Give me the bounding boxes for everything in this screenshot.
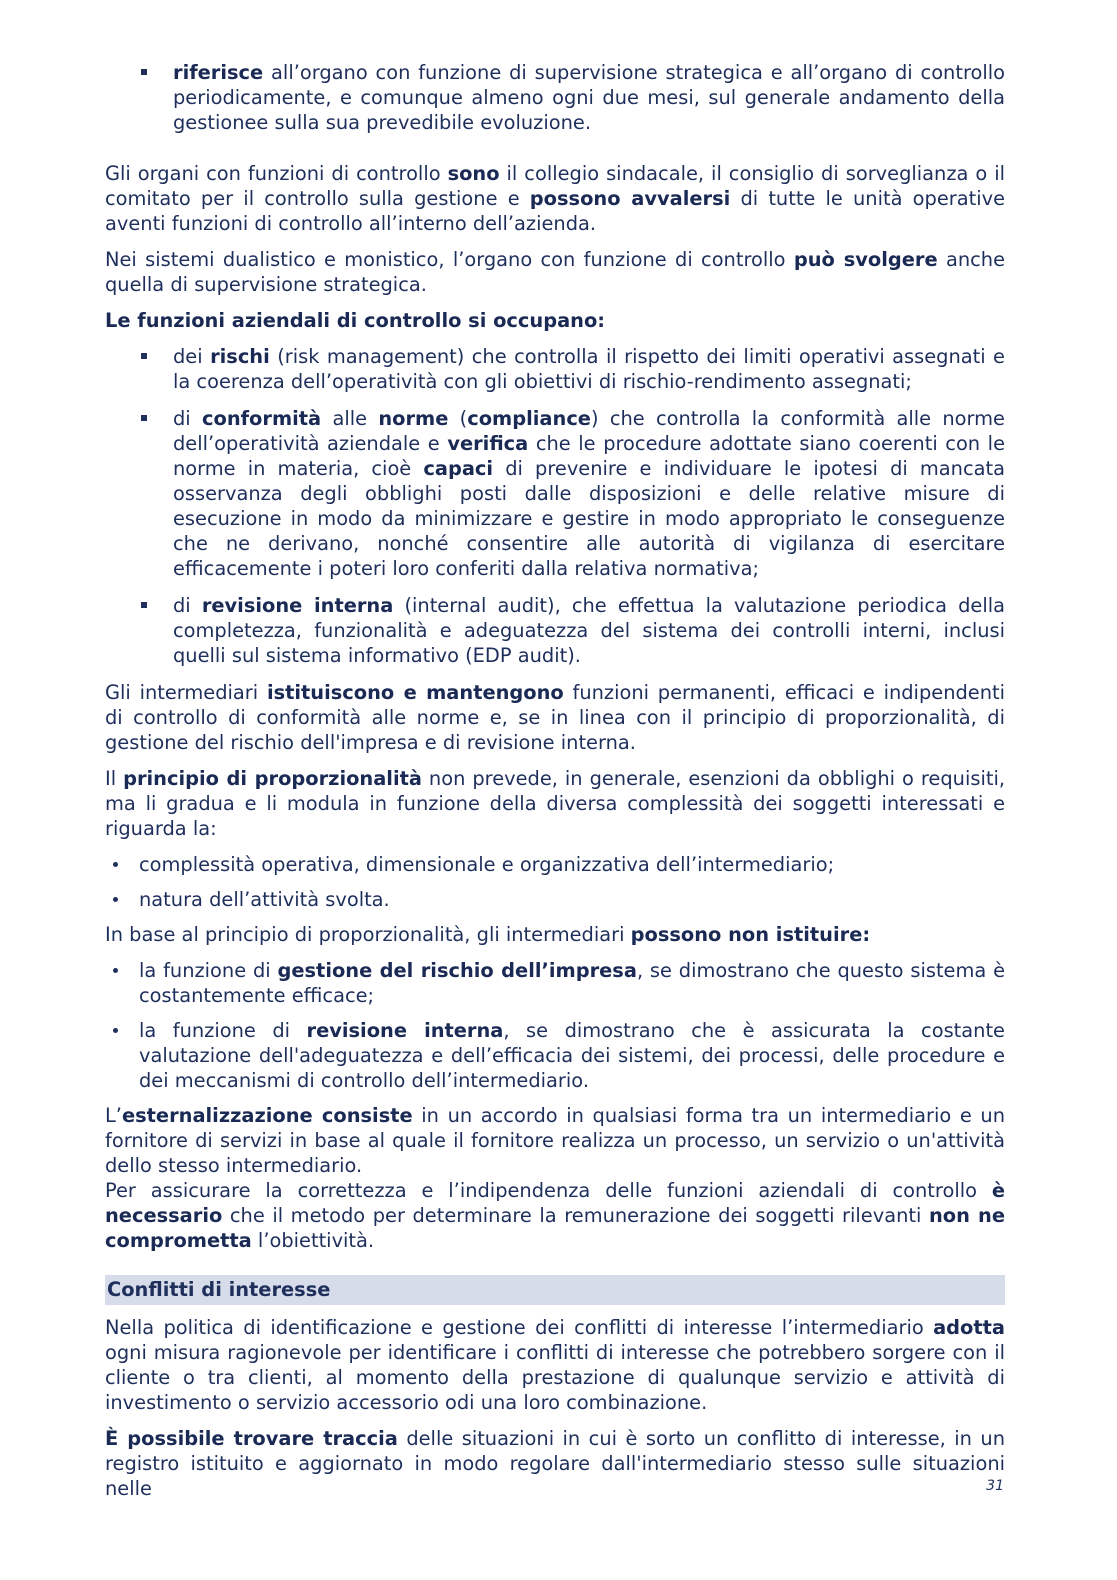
text-run: L’ (105, 1104, 122, 1127)
text-run: (internal audit), che effettua la valutazione periodica della completezza, funzionalità e adeguatezza del sistema dei controlli interni, inclusi quelli sul sistema informativo (EDP audit). (173, 594, 1005, 667)
bold-text: possono avvalersi (529, 187, 731, 210)
list-item (105, 406, 1005, 581)
list-item (105, 958, 1005, 1008)
text-run: Il (105, 767, 124, 790)
text-run: anche quella di supervisione strategica. (105, 248, 1006, 296)
paragraph (105, 1103, 1005, 1178)
text-run: ( (448, 407, 468, 430)
text-run: Nei sistemi dualistico e monistico, l’organo con funzione di controllo (105, 248, 794, 271)
page-number: 31 (986, 1478, 1004, 1494)
dot-bullet-list (105, 852, 1005, 912)
bold-text: può svolgere (793, 248, 938, 271)
text-run: natura dell’attività svolta. (139, 888, 390, 911)
text-run: di tutte le unità operative aventi funzioni di controllo all’interno dell’azienda. (105, 187, 1005, 235)
text-run: ) che controlla la conformità alle norme dell’operatività aziendale e (173, 407, 1005, 455)
bold-text: sono (447, 162, 500, 185)
text-run: che le procedure adottate siano coerenti con le norme in materia, cioè (173, 432, 1005, 480)
bold-text: È possibile trovare traccia (105, 1427, 398, 1450)
text-run: il collegio sindacale, il consiglio di sorveglianza o il comitato per il controllo sulla gestione e (105, 162, 1005, 210)
bold-text: Le funzioni aziendali di controllo si occupano: (105, 309, 606, 332)
paragraph (105, 766, 1005, 841)
text-run: In base al principio di proporzionalità, gli intermediari (105, 923, 631, 946)
text-run: di (173, 594, 202, 617)
bold-text: conformità (202, 407, 322, 430)
bold-text: gestione del rischio dell’impresa (277, 959, 637, 982)
paragraph (105, 922, 1005, 947)
paragraph (105, 1178, 1005, 1253)
bold-text: adotta (933, 1316, 1005, 1339)
list-item (105, 60, 1005, 135)
text-run: che il metodo per determinare la remunerazione dei soggetti rilevanti (222, 1204, 929, 1227)
paragraph (105, 308, 1005, 333)
text-run: complessità operativa, dimensionale e organizzativa dell’intermediario; (139, 853, 835, 876)
text-run: , se dimostrano che questo sistema è costantemente efficace; (139, 959, 1006, 1007)
square-bullet-list (105, 60, 1005, 135)
text-run: non prevede, in generale, esenzioni da obblighi o requisiti, ma li gradua e li modula in funzione della diversa complessità dei soggetti interessati e riguarda la: (105, 767, 1005, 840)
list-item (105, 344, 1005, 394)
text-run: Per assicurare la correttezza e l’indipendenza delle funzioni aziendali di controllo (105, 1179, 992, 1202)
bold-text: possono non istituire: (630, 923, 871, 946)
paragraph (105, 1426, 1005, 1501)
paragraph (105, 680, 1005, 755)
list-item (105, 593, 1005, 668)
text-run: la funzione di (139, 959, 278, 982)
section-heading: Conflitti di interesse (105, 1275, 1005, 1305)
bold-text: norme (378, 407, 449, 430)
text-run: la funzione di (139, 1019, 307, 1042)
bold-text: compliance (467, 407, 591, 430)
document-body (105, 60, 1005, 1512)
text-run: delle situazioni in cui è sorto un conflitto di interesse, in un registro istituito e aggiornato in modo regolare dall'intermediario stesso sulle situazioni nelle (105, 1427, 1005, 1500)
text-run: (risk management) che controlla il rispetto dei limiti operativi assegnati e la coerenza dell’operatività con gli obiettivi di rischio-rendimento assegnati; (173, 345, 1005, 393)
text-run: , se dimostrano che è assicurata la costante valutazione dell'adeguatezza e dell’efficacia dei sistemi, dei processi, delle procedure e dei meccanismi di controllo dell’intermediario. (139, 1019, 1005, 1092)
text-run: funzioni permanenti, efficaci e indipendenti di controllo di conformità alle norme e, se in linea con il principio di proporzionalità, di gestione del rischio dell'impresa e di revisione interna. (105, 681, 1005, 754)
text-run: dei (173, 345, 211, 368)
bold-text: verifica (447, 432, 529, 455)
text-run: l’obiettività. (251, 1229, 375, 1252)
bold-text: principio di proporzionalità (123, 767, 422, 790)
paragraph (105, 247, 1005, 297)
text-run: ogni misura ragionevole per identificare i conflitti di interesse che potrebbero sorgere con il cliente o tra clienti, al momento della prestazione di qualunque servizio e attività di investimento o servizio accessorio odi una loro combinazione. (105, 1341, 1005, 1414)
text-run: di (173, 407, 202, 430)
text-run: all’organo con funzione di supervisione strategica e all’organo di controllo periodicamente, e comunque almeno ogni due mesi, sul generale andamento della gestionee sulla sua prevedibile evoluzione. (173, 61, 1005, 134)
text-run: Nella politica di identificazione e gestione dei conflitti di interesse l’intermediario (105, 1316, 934, 1339)
bold-text: revisione interna (201, 594, 394, 617)
list-item (105, 887, 1005, 912)
bold-text: capaci (423, 457, 494, 480)
bold-text: riferisce (173, 61, 264, 84)
text-run: in un accordo in qualsiasi forma tra un intermediario e un fornitore di servizi in base al quale il fornitore realizza un processo, un servizio o un'attività dello stesso intermediario. (105, 1104, 1006, 1177)
dot-bullet-list (105, 958, 1005, 1093)
list-item (105, 1018, 1005, 1093)
paragraph (105, 1315, 1005, 1415)
paragraph (105, 161, 1005, 236)
text-run: Gli intermediari (105, 681, 267, 704)
spacer (105, 147, 1005, 161)
bold-text: non ne comprometta (105, 1204, 1005, 1252)
text-run: Gli organi con funzioni di controllo (105, 162, 448, 185)
bold-text: è necessario (105, 1179, 1005, 1227)
square-bullet-list (105, 344, 1005, 668)
text-run: alle (321, 407, 379, 430)
list-item (105, 852, 1005, 877)
bold-text: esternalizzazione consiste (121, 1104, 413, 1127)
bold-text: revisione interna (306, 1019, 504, 1042)
bold-text: rischi (210, 345, 270, 368)
bold-text: istituiscono e mantengono (266, 681, 564, 704)
text-run: di prevenire e individuare le ipotesi di mancata osservanza degli obblighi posti dalle disposizioni e delle relative misure di esecuzione in modo da minimizzare e gestire in modo appropriato le conseguenze che ne derivano, nonché consentire alle autorità di vigilanza di esercitare efficacemente i poteri loro conferiti dalla relativa normativa; (173, 457, 1005, 580)
